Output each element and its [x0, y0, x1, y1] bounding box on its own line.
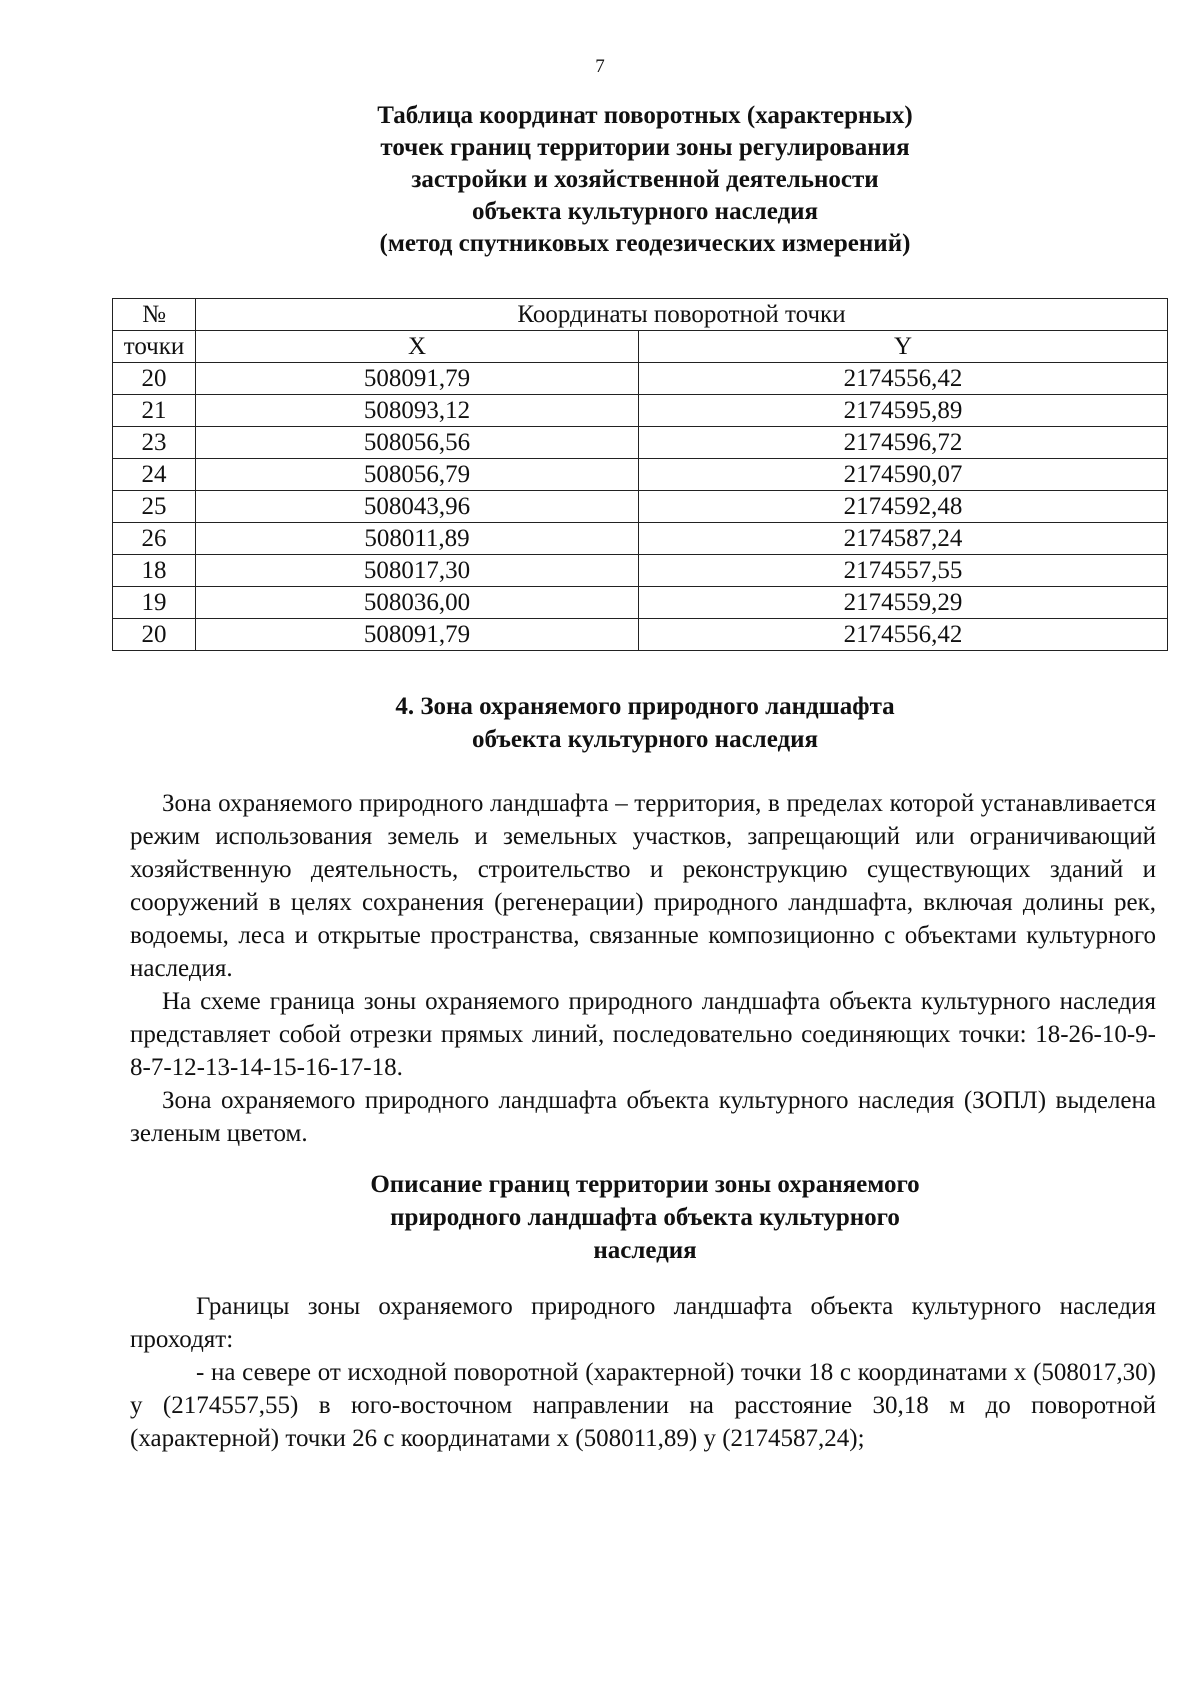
table-header-row	[113, 299, 1168, 331]
cell-point: 23	[113, 427, 196, 459]
cell-x: 508011,89	[196, 523, 639, 555]
cell-x: 508036,00	[196, 587, 639, 619]
table-row	[113, 619, 1168, 651]
header-num-top: №	[113, 299, 196, 331]
subsection-title-line: природного ландшафта объекта культурного	[390, 1204, 900, 1231]
page-number: 7	[595, 56, 605, 77]
cell-point: 20	[113, 619, 196, 651]
cell-y: 2174587,24	[639, 523, 1168, 555]
boundary-item: - на севере от исходной поворотной (характерной) точки 18 с координатами х (508017,30) у (2174557,55) в юго-восточном направлении на расстояние 30,18 м до поворотной (характерной) точки 26 с координатами х (508011,89) у (2174587,24);	[130, 1359, 1156, 1452]
boundary-description-title	[0, 1168, 1200, 1267]
header-num-bottom: точки	[113, 331, 196, 363]
section-4-title	[0, 690, 1200, 756]
cell-y: 2174592,48	[639, 491, 1168, 523]
cell-point: 18	[113, 555, 196, 587]
cell-x: 508043,96	[196, 491, 639, 523]
table-title-line: точек границ территории зоны регулирования	[380, 134, 910, 161]
table-title	[0, 100, 1200, 260]
table-row	[113, 459, 1168, 491]
cell-y: 2174557,55	[639, 555, 1168, 587]
header-x: X	[196, 331, 639, 363]
section-4-body	[130, 787, 1156, 1150]
paragraph: Зона охраняемого природного ландшафта – территория, в пределах которой устанавливается режим использования земель и земельных участков, запрещающий или ограничивающий хозяйственную деятельность, строительство и реконструкцию существующих зданий и сооружений в целях сохранения (регенерации) природного ландшафта, включая долины рек, водоемы, леса и открытые пространства, связанные композиционно с объектами культурного наследия.	[130, 790, 1156, 982]
table-row	[113, 427, 1168, 459]
cell-x: 508017,30	[196, 555, 639, 587]
paragraph: Границы зоны охраняемого природного ландшафта объекта культурного наследия проходят:	[130, 1293, 1156, 1353]
table-row	[113, 587, 1168, 619]
cell-y: 2174559,29	[639, 587, 1168, 619]
cell-y: 2174590,07	[639, 459, 1168, 491]
paragraph: На схеме граница зоны охраняемого природного ландшафта объекта культурного наследия представляет собой отрезки прямых линий, последовательно соединяющих точки: 18-26-10-9-8-7-12-13-14-15-16-17-18.	[130, 988, 1156, 1081]
cell-point: 20	[113, 363, 196, 395]
table-row	[113, 363, 1168, 395]
table-row	[113, 555, 1168, 587]
cell-y: 2174595,89	[639, 395, 1168, 427]
section-title-line: 4. Зона охраняемого природного ландшафта	[395, 693, 895, 720]
cell-y: 2174596,72	[639, 427, 1168, 459]
coordinates-table	[112, 298, 1168, 651]
table-row	[113, 491, 1168, 523]
subsection-title-line: наследия	[593, 1237, 697, 1264]
table-row	[113, 395, 1168, 427]
cell-point: 25	[113, 491, 196, 523]
table-title-line: (метод спутниковых геодезических измерений)	[379, 230, 911, 257]
cell-x: 508056,56	[196, 427, 639, 459]
subsection-title-line: Описание границ территории зоны охраняемого	[370, 1171, 920, 1198]
table-title-line: Таблица координат поворотных (характерных)	[377, 102, 913, 129]
cell-x: 508093,12	[196, 395, 639, 427]
section-title-line: объекта культурного наследия	[471, 726, 819, 753]
cell-point: 24	[113, 459, 196, 491]
cell-point: 21	[113, 395, 196, 427]
table-title-line: застройки и хозяйственной деятельности	[411, 166, 879, 193]
cell-point: 26	[113, 523, 196, 555]
table-row	[113, 523, 1168, 555]
cell-x: 508091,79	[196, 619, 639, 651]
cell-x: 508091,79	[196, 363, 639, 395]
table-title-line: объекта культурного наследия	[471, 198, 819, 225]
header-y: Y	[639, 331, 1168, 363]
cell-x: 508056,79	[196, 459, 639, 491]
cell-y: 2174556,42	[639, 619, 1168, 651]
table-header-row	[113, 331, 1168, 363]
boundary-description-body	[130, 1290, 1156, 1455]
paragraph: Зона охраняемого природного ландшафта объекта культурного наследия (ЗОПЛ) выделена зеленым цветом.	[130, 1087, 1156, 1147]
cell-y: 2174556,42	[639, 363, 1168, 395]
cell-point: 19	[113, 587, 196, 619]
header-coordinates: Координаты поворотной точки	[196, 299, 1168, 331]
